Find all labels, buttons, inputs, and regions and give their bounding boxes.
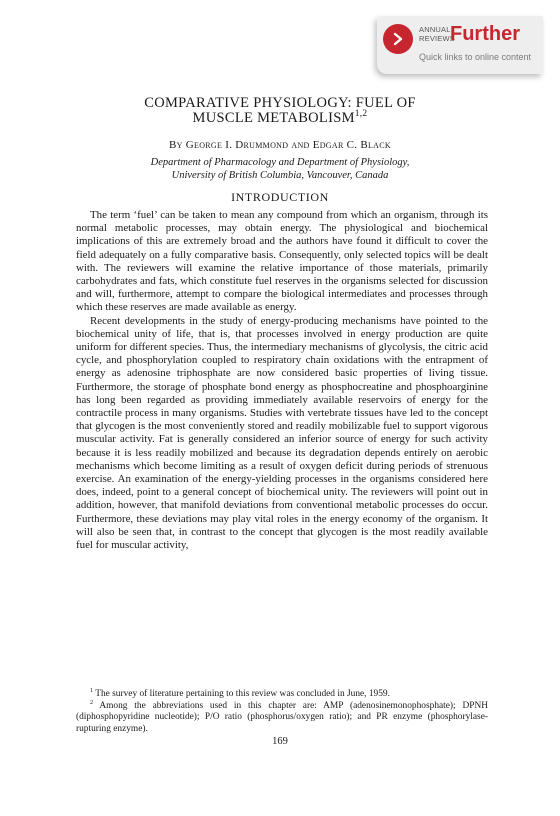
author-affiliation: Department of Pharmacology and Department of Physiology, University of British Columbia, Vancouver, Canada	[150, 157, 410, 181]
quick-links-label: Quick links to online content	[419, 52, 532, 62]
author-drummond: George I. Drummond	[185, 139, 289, 151]
title-line-2: MUSCLE METABOLISM	[192, 110, 355, 126]
author-black: Edgar C. Black	[312, 139, 391, 151]
article-body	[76, 209, 488, 552]
annual-reviews-logo-text: ANNUAL REVIEWS	[419, 25, 455, 43]
further-logo-text: Further	[450, 23, 520, 45]
annual-reviews-further-banner[interactable]	[377, 16, 543, 74]
footnotes	[76, 689, 488, 735]
paragraph-2: Recent developments in the study of energy-producing mechanisms have pointed to the biochemical unity of life, that is, that processes involved in energy production are quite uniform for different species. Thus, the intermediary mechanisms of glycolysis, the citric acid cycle, and phosphorylation coupled to respiratory chain oxidations with the entrapment of energy as adenosine triphosphate are now considered basic properties of living tissue. Furthermore, the storage of phosphate bond energy as phosphocreatine and phosphoarginine has long been regarded as providing immediately available reservoirs of energy for the contractile process in many organisms. Studies with vertebrate tissues have led to the concept that glycogen is the most conveniently stored and readily mobilizable fuel to support vigorous muscular activity. Fat is generally considered an inferior source of energy for such activity because it is less readily mobilized and because its degradation depends entirely on aerobic mechanisms which become limiting as a result of oxygen deficit during periods of strenuous exercise. An examination of the energy-yielding processes in the organisms considered here does, indeed, point to a general concept of biochemical unity. The reviewers will point out in addition, however, that manifold deviations from conventional metabolic processes do occur. Furthermore, these deviations may play vital roles in the energy economy of the organism. It will also be seen that, in contrast to the concept that glycogen is the most readily available fuel for muscular activity,	[76, 314, 488, 552]
article-title	[60, 96, 500, 126]
page-number: 169	[272, 736, 288, 747]
paragraph-1: The term ‘fuel’ can be taken to mean any compound from which an organism, through its normal metabolic processes, may obtain energy. The physiological and biochemical implications of this are extremely broad and the authors have found it difficult to cover the field adequately on a fully comparative basis. Consequently, only selected topics will be dealt with. The reviewers will examine the relative importance of those materials, primarily carbohydrates and fats, which constitute fuel reserves in the organisms selected for discussion and will, furthermore, attempt to compare the biological intermediates and processes through which these reserves are made available as energy.	[76, 209, 488, 314]
footnote-2: $^2$ Among the abbreviations used in this chapter are: AMP (adenosinemonophosphate); DPNH (diphosphopyridine nucleotide); P/O ratio (phosphorus/oxygen ratio); and PR enzyme (phosphorylase-rupturing enzyme).	[76, 699, 489, 734]
footnote-1: $^1$ The survey of literature pertaining to this review was concluded in June, 1959.	[90, 687, 390, 699]
section-heading: INTRODUCTION	[231, 190, 329, 204]
title-line-1: COMPARATIVE PHYSIOLOGY: FUEL OF	[144, 95, 416, 111]
author-byline: By George I. Drummond and Edgar C. Black	[169, 139, 391, 151]
title-footnote-refs: 1,2	[354, 109, 368, 120]
arrow-right-icon	[383, 24, 413, 54]
